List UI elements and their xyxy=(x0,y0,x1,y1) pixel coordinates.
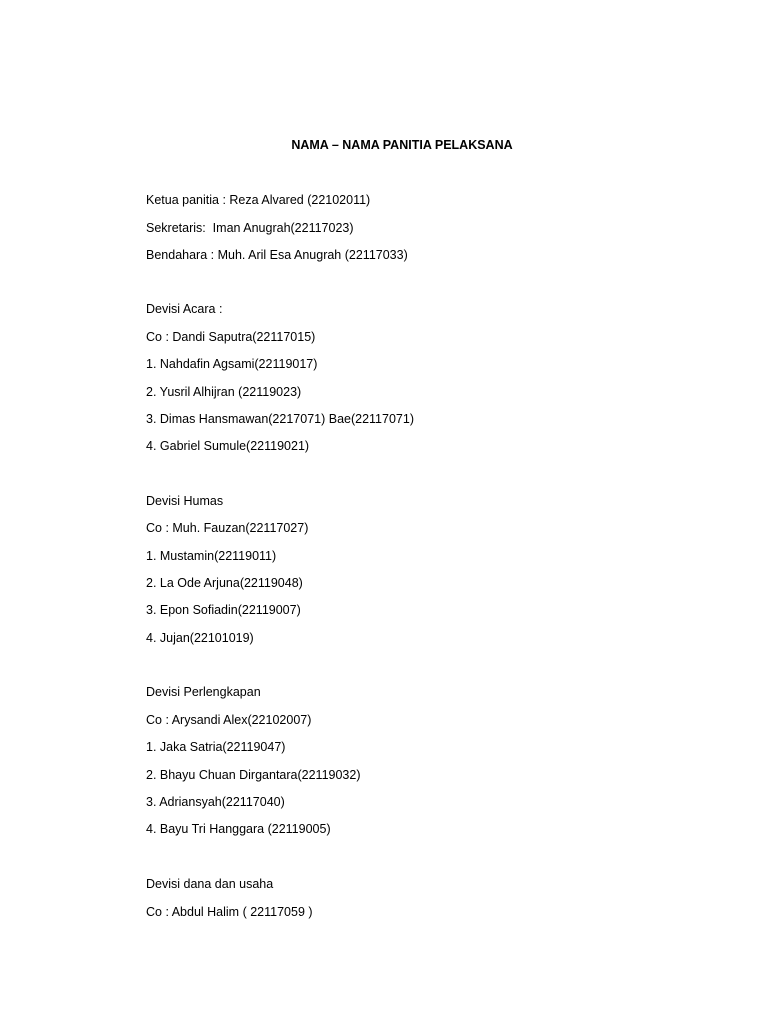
perlengkapan-member: 3. Adriansyah(22117040) xyxy=(146,795,285,809)
acara-member: 3. Dimas Hansmawan(2217071) Bae(22117071) xyxy=(146,412,414,426)
acara-member: 1. Nahdafin Agsami(22119017) xyxy=(146,357,318,371)
perlengkapan-co: Co : Arysandi Alex(22102007) xyxy=(146,713,312,727)
perlengkapan-member: 1. Jaka Satria(22119047) xyxy=(146,740,286,754)
ketua-line: Ketua panitia : Reza Alvared (22102011) xyxy=(146,193,371,207)
humas-member: 2. La Ode Arjuna(22119048) xyxy=(146,576,303,590)
perlengkapan-member: 2. Bhayu Chuan Dirgantara(22119032) xyxy=(146,768,361,782)
humas-co: Co : Muh. Fauzan(22117027) xyxy=(146,521,309,535)
humas-heading: Devisi Humas xyxy=(146,494,224,508)
humas-member: 3. Epon Sofiadin(22119007) xyxy=(146,603,301,617)
dana-co: Co : Abdul Halim ( 22117059 ) xyxy=(146,905,313,919)
page-title: NAMA – NAMA PANITIA PELAKSANA xyxy=(291,138,513,152)
acara-member: 2. Yusril Alhijran (22119023) xyxy=(146,385,302,399)
sekretaris-line: Sekretaris: Iman Anugrah(22117023) xyxy=(146,221,354,235)
acara-co: Co : Dandi Saputra(22117015) xyxy=(146,330,316,344)
acara-heading: Devisi Acara : xyxy=(146,302,223,316)
perlengkapan-member: 4. Bayu Tri Hanggara (22119005) xyxy=(146,822,331,836)
bendahara-line: Bendahara : Muh. Aril Esa Anugrah (22117033) xyxy=(146,248,408,262)
humas-member: 1. Mustamin(22119011) xyxy=(146,549,277,563)
humas-member: 4. Jujan(22101019) xyxy=(146,631,254,645)
dana-heading: Devisi dana dan usaha xyxy=(146,877,274,891)
perlengkapan-heading: Devisi Perlengkapan xyxy=(146,685,261,699)
acara-member: 4. Gabriel Sumule(22119021) xyxy=(146,439,310,453)
